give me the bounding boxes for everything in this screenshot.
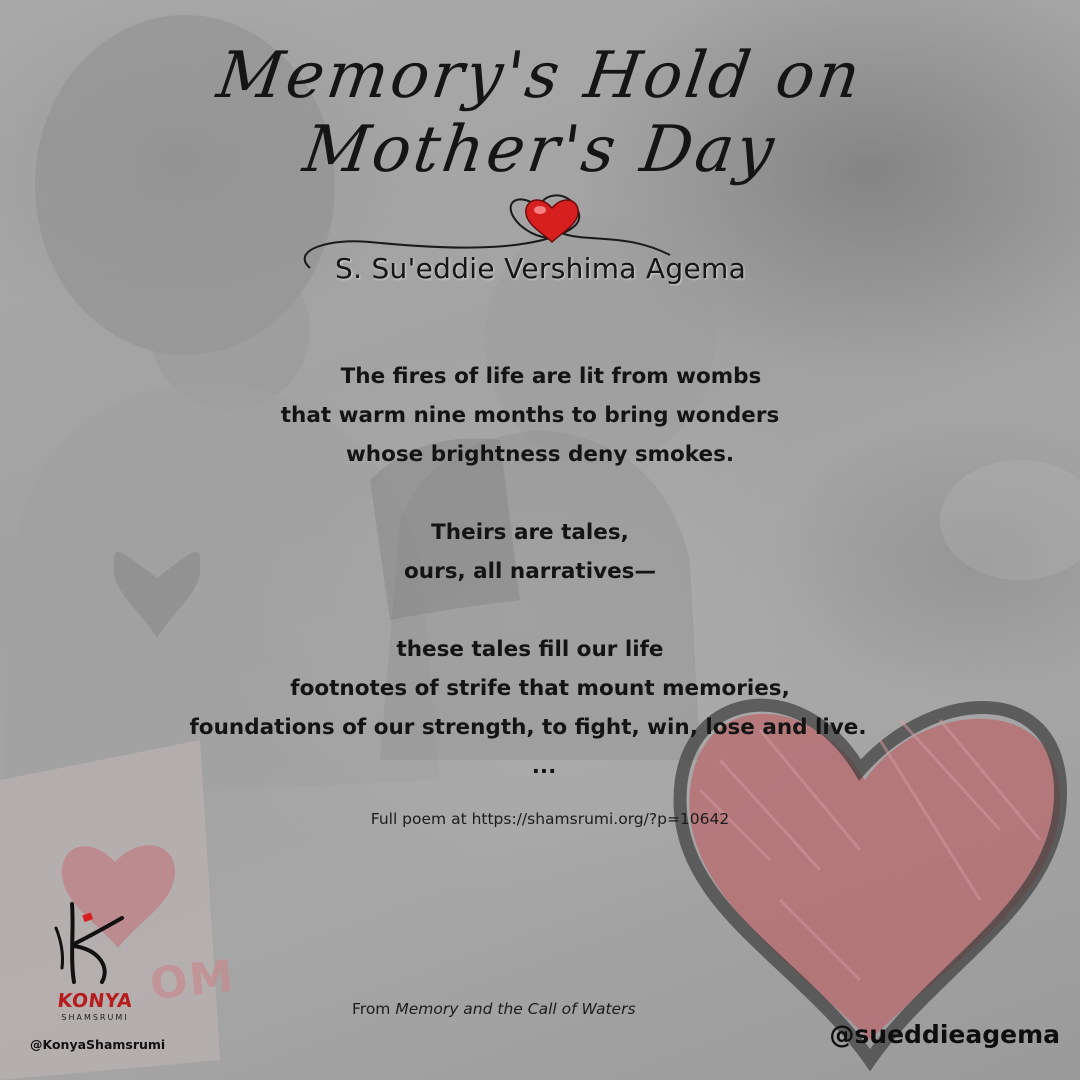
poem-body	[0, 357, 1080, 786]
konya-logo	[40, 898, 150, 1028]
konya-logo-icon	[50, 898, 140, 990]
page-title-line-1: Memory's Hold on	[212, 39, 868, 113]
konya-handle[interactable]: @KonyaShamsrumi	[30, 1037, 166, 1052]
stanza-gap	[0, 591, 1080, 630]
full-poem-link[interactable]: Full poem at https://shamsrumi.org/?p=10642	[370, 810, 730, 828]
source-line	[352, 1000, 636, 1018]
poem-line: whose brightness deny smokes.	[345, 442, 735, 467]
page-title-line-2: Mother's Day	[298, 113, 782, 187]
poem-line: The fires of life are lit from wombs	[340, 364, 762, 389]
author-name: S. Su'eddie Vershima Agema	[335, 252, 747, 285]
source-prefix: From	[352, 1000, 396, 1018]
poem-ellipsis: ...	[531, 754, 557, 779]
poem-line: Theirs are tales,	[431, 520, 629, 545]
poem-line: footnotes of strife that mount memories,	[290, 676, 790, 701]
poem-line: foundations of our strength, to fight, win, lose and live.	[189, 715, 867, 740]
mom-card-text: OM	[147, 950, 238, 1011]
logo-subword: SHAMSRUMI	[61, 1013, 129, 1022]
book-title: Memory and the Call of Waters	[395, 1000, 636, 1018]
poem-line: these tales fill our life	[396, 637, 664, 662]
stanza-gap	[0, 474, 1080, 513]
logo-wordmark: KONYA	[56, 990, 134, 1012]
poem-line: that warm nine months to bring wonders	[280, 403, 780, 428]
author-handle[interactable]: @sueddieagema	[829, 1020, 1060, 1049]
poem-line: ours, all narratives—	[404, 559, 656, 584]
